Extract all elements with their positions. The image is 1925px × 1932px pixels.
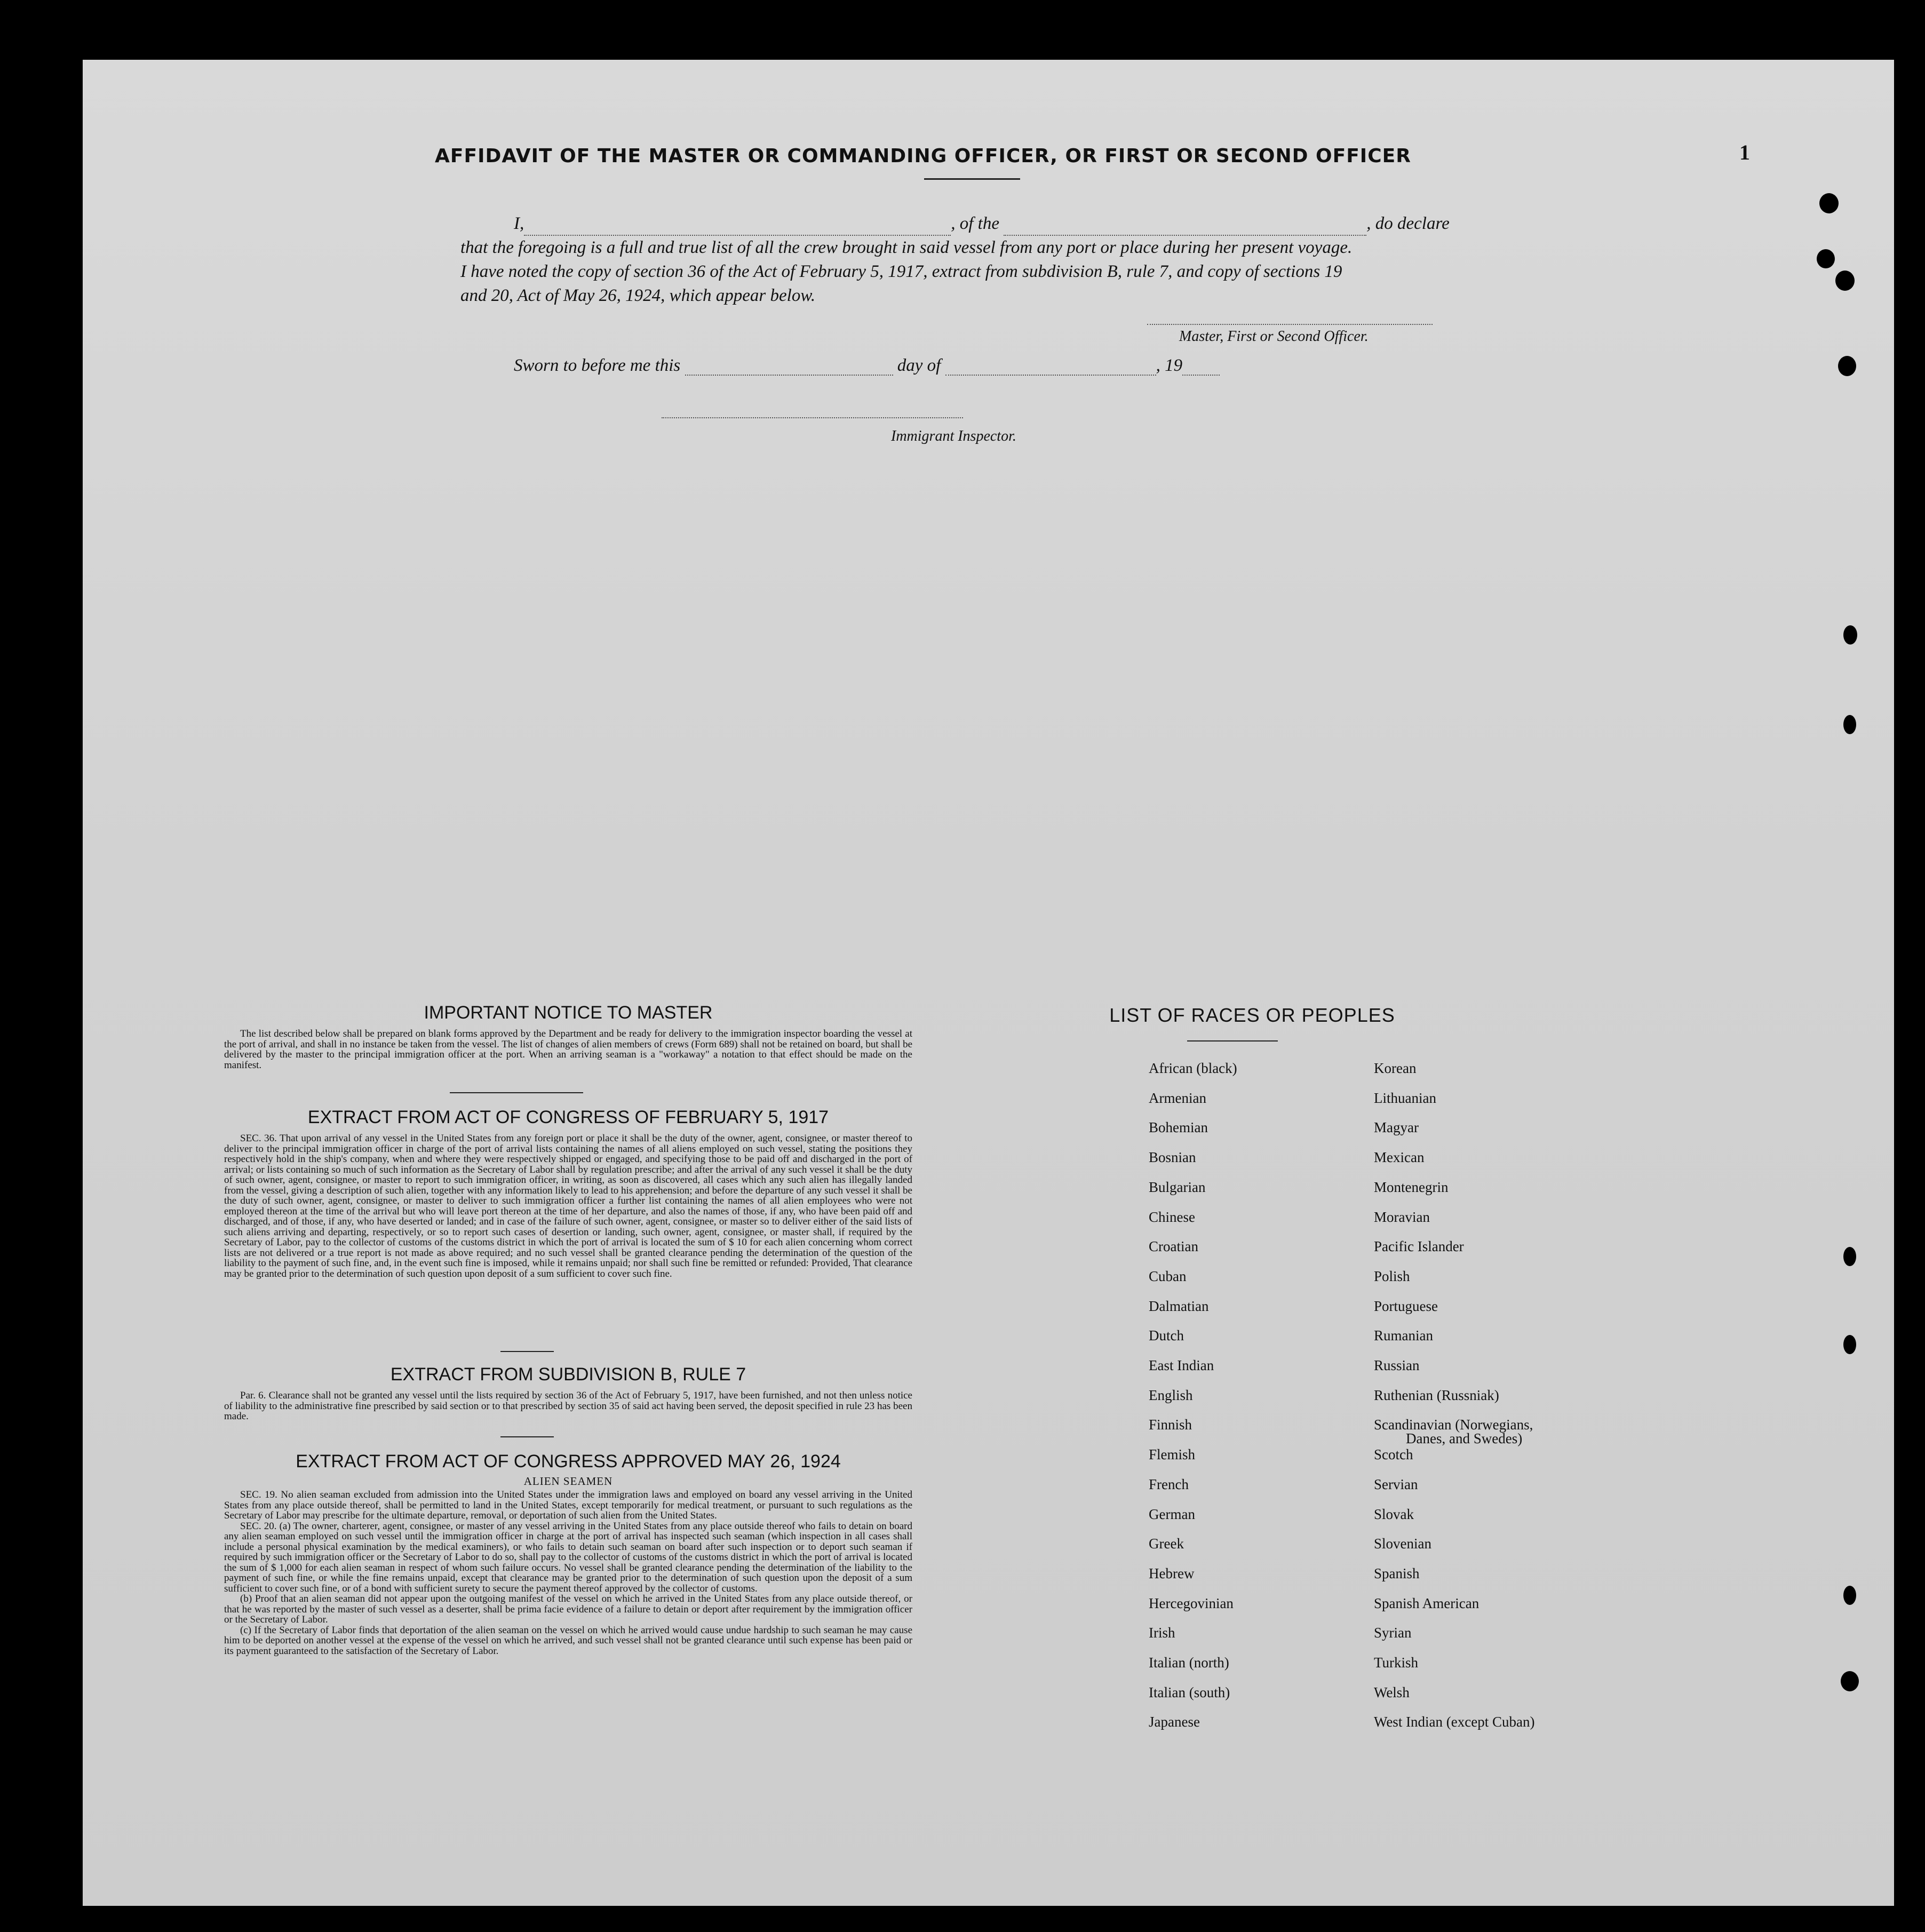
race-item: Moravian (1374, 1209, 1430, 1225)
extract3-text (224, 1490, 912, 1656)
extract3-title: EXTRACT FROM ACT OF CONGRESS APPROVED MAY 26, 1924 (296, 1451, 841, 1472)
race-item: Slovenian (1374, 1536, 1431, 1552)
master-signature-line[interactable] (1147, 324, 1433, 325)
form-page (83, 60, 1894, 1906)
race-item: Ruthenian (Russniak) (1374, 1387, 1499, 1403)
race-item: Cuban (1149, 1268, 1187, 1284)
race-item: Armenian (1149, 1090, 1206, 1106)
punch-hole (1843, 1247, 1856, 1266)
of-the-label: , of the (951, 214, 999, 233)
race-item: Lithuanian (1374, 1090, 1436, 1106)
race-item: East Indian (1149, 1357, 1214, 1373)
race-item: Servian (1374, 1476, 1418, 1492)
master-label: Master, First or Second Officer. (1179, 328, 1369, 345)
race-item: Rumanian (1374, 1327, 1433, 1344)
race-item: Turkish (1374, 1655, 1419, 1671)
extract3-subtitle: ALIEN SEAMEN (523, 1475, 613, 1488)
race-item: Russian (1374, 1357, 1420, 1373)
i-label: I, (514, 214, 524, 233)
races-title: LIST OF RACES OR PEOPLES (1109, 1004, 1395, 1026)
race-item: Spanish American (1374, 1595, 1479, 1611)
punch-hole (1835, 271, 1855, 291)
race-item: Bulgarian (1149, 1179, 1206, 1195)
sec19-paragraph: SEC. 19. No alien seaman excluded from admission into the United States under the immigration laws and employed on board any vessel arriving in the United States from any place outside thereof, shall be permitted to land in the United States, except temporarily for medical treatment, or pursuant to such regulations as the Secretary of Labor may prescribe for the ultimate departure, removal, or deportation of such alien from the United States. (224, 1489, 912, 1521)
sworn-label: Sworn to before me this (514, 356, 681, 375)
race-item: Irish (1149, 1625, 1175, 1641)
race-item: Croatian (1149, 1238, 1198, 1255)
race-item: Portuguese (1374, 1298, 1438, 1314)
do-declare-label: , do declare (1366, 214, 1450, 233)
divider (500, 1436, 554, 1437)
extract2-text: Par. 6. Clearance shall not be granted any vessel until the lists required by section 36 of the Act of February 5, 1917, have been furnished, and not then unless notice of liability to the administrative fine prescribed by said section or to that prescribed by section 35 of said act having been served, the deposit specified in rule 23 has been made. (224, 1390, 912, 1422)
affidavit-title: AFFIDAVIT OF THE MASTER OR COMMANDING OFFICER, OR FIRST OR SECOND OFFICER (435, 145, 1411, 167)
race-item: Bohemian (1149, 1119, 1208, 1136)
race-item: Finnish (1149, 1417, 1192, 1433)
race-item: Welsh (1374, 1684, 1410, 1700)
race-item: Chinese (1149, 1209, 1195, 1225)
affidavit-line-4: and 20, Act of May 26, 1924, which appear below. (460, 286, 816, 305)
race-item: Polish (1374, 1268, 1410, 1284)
punch-hole (1843, 625, 1857, 645)
divider (500, 1351, 554, 1352)
race-item: Scotch (1374, 1446, 1413, 1463)
race-item: German (1149, 1506, 1195, 1522)
notice-title: IMPORTANT NOTICE TO MASTER (424, 1003, 713, 1023)
race-item: Magyar (1374, 1119, 1419, 1136)
race-item: English (1149, 1387, 1193, 1403)
race-item: African (black) (1149, 1060, 1237, 1076)
sec20a-paragraph: SEC. 20. (a) The owner, charterer, agent, consignee, or master of any vessel arriving in the United States from any place outside thereof who fails to detain on board any alien seaman employed on such vessel until the immigration officer in charge at the port of arrival has inspected such seaman (which inspection in all cases shall include a personal physical examination by the medical examiners), or who fails to detain such seaman on board after such inspection or to deport such seaman if required by such immigration officer or the Secretary of Labor to do so, shall pay to the collector of customs of the customs district in which the port of arrival is located the sum of $ 1,000 for each alien seaman in respect of whom such failure occurs. No vessel shall be granted clearance pending the determination of the liability to the payment of such fine, or while the fine remains unpaid, except that clearance may be granted prior to the determination of such question upon the deposit of a sum sufficient to cover such fine, or of a bond with sufficient surety to secure the payment thereof approved by the collector of customs. (224, 1520, 912, 1594)
race-item: Greek (1149, 1536, 1184, 1552)
race-item: Hercegovinian (1149, 1595, 1234, 1611)
day-of-label: day of (897, 356, 941, 375)
affidavit-line-3: I have noted the copy of section 36 of the Act of February 5, 1917, extract from subdivision B, rule 7, and copy of sections 19 (460, 262, 1342, 281)
race-item: Bosnian (1149, 1149, 1196, 1166)
sec20c-paragraph: (c) If the Secretary of Labor finds that deportation of the alien seaman on the vessel on which he arrived would cause undue hardship to such seaman he may cause him to be deported on another vessel at the expense of the vessel on which he arrived, and such vessel shall not be granted clearance until such expense has been paid or its payment guaranteed to the satisfaction of the Secretary of Labor. (224, 1624, 912, 1657)
extract2-title: EXTRACT FROM SUBDIVISION B, RULE 7 (390, 1364, 746, 1385)
year-blank[interactable] (1182, 359, 1220, 376)
affidavit-line-2: that the foregoing is a full and true list of all the crew brought in said vessel from any port or place during her present voyage. (460, 238, 1353, 257)
title-rule (924, 178, 1020, 180)
race-item: Flemish (1149, 1446, 1196, 1463)
punch-hole (1819, 193, 1839, 213)
affidavit-body (460, 212, 1557, 308)
vessel-blank[interactable] (1004, 219, 1366, 236)
race-item: Slovak (1374, 1506, 1414, 1522)
race-item: Danes, and Swedes) (1406, 1430, 1523, 1447)
punch-hole (1838, 356, 1856, 376)
race-item: Scandinavian (Norwegians, (1374, 1417, 1533, 1433)
punch-hole (1843, 1586, 1856, 1605)
extract1-text: SEC. 36. That upon arrival of any vessel in the United States from any foreign port or place it shall be the duty of the owner, agent, consignee, or master thereof to deliver to the principal immigration officer in charge of the port of arrival lists containing the names of all aliens employed on such vessel, stating the positions they respectively hold in the ship's company, when and where they were respectively shipped or engaged, and specifying those to be paid off and discharged in the port of arrival; or lists containing so much of such information as the Secretary of Labor shall by regulation prescribe; and after the arrival of any such vessel it shall be the duty of such owner, agent, consignee, or master to report to such immigration officer, in writing, as soon as discovered, all cases which any such alien has illegally landed from the vessel, giving a description of such alien, together with any information likely to lead to his apprehension; and before the departure of any such vessel it shall be the duty of such owner, agent, consignee, or master to deliver to such immigration officer a further list containing the names of all alien employees who were not employed thereon at the time of the arrival but who will leave port thereon at the time of her departure, and also the names of those, if any, who have been paid off and discharged, and of those, if any, who have deserted or landed; and in case of the failure of such owner, agent, consignee, or master so to deliver either of the said lists of such aliens arriving and departing, respectively, or so to report such cases of desertion or landing, such owner, agent, consignee, or master shall, if required by the Secretary of Labor, pay to the collector of customs of the customs district in which the port of arrival is located the sum of $ 10 for each alien concerning whom correct lists are not delivered or a true report is not made as above required; and no such vessel shall be granted clearance pending the determination of the question of the liability to the payment of such fine, and, in the event such fine is imposed, while it remains unpaid; nor shall such fine be remitted or refunded: Provided, That clearance may be granted prior to the determination of such question upon deposit of a sum sufficient to cover such fine. (224, 1133, 912, 1279)
race-item: Japanese (1149, 1714, 1200, 1730)
punch-hole (1843, 715, 1856, 734)
race-item: Italian (south) (1149, 1684, 1230, 1700)
inspector-signature-line[interactable] (662, 417, 963, 418)
race-item: Dalmatian (1149, 1298, 1209, 1314)
name-blank[interactable] (524, 219, 951, 236)
race-item: West Indian (except Cuban) (1374, 1714, 1535, 1730)
notice-text: The list described below shall be prepared on blank forms approved by the Department and be ready for delivery to the immigration inspector boarding the vessel at the port of arrival, and shall in no instance be taken from the vessel. The list of changes of alien members of crews (Form 689) shall not be retained on board, but shall be delivered by the master to the principal immigration officer at the port. When an arriving seaman is a "workaway" a notation to that effect should be made on the manifest. (224, 1028, 912, 1071)
extract1-title: EXTRACT FROM ACT OF CONGRESS OF FEBRUARY 5, 1917 (307, 1107, 829, 1127)
day-blank[interactable] (685, 359, 893, 376)
sec20b-paragraph: (b) Proof that an alien seaman did not appear upon the outgoing manifest of the vessel on which he arrived in the United States from any place outside thereof, or that he was reported by the master of such vessel as a deserter, shall be prima facie evidence of a failure to detain or deport after requirement by the immigration officer or the Secretary of Labor. (224, 1593, 912, 1625)
race-item: Spanish (1374, 1565, 1420, 1581)
month-blank[interactable] (945, 359, 1156, 376)
punch-hole (1817, 249, 1835, 268)
race-item: French (1149, 1476, 1189, 1492)
punch-hole (1841, 1671, 1859, 1691)
race-item: Dutch (1149, 1327, 1184, 1344)
race-item: Mexican (1374, 1149, 1425, 1166)
races-rule (1187, 1040, 1278, 1041)
inspector-label: Immigrant Inspector. (891, 428, 1016, 444)
page-number: 1 (1739, 140, 1750, 164)
year-label: , 19 (1156, 356, 1183, 375)
race-item: Montenegrin (1374, 1179, 1449, 1195)
race-item: Hebrew (1149, 1565, 1195, 1581)
punch-hole (1843, 1335, 1856, 1354)
race-item: Korean (1374, 1060, 1417, 1076)
sworn-line (514, 356, 1220, 376)
divider (450, 1092, 583, 1093)
race-item: Syrian (1374, 1625, 1412, 1641)
race-item: Italian (north) (1149, 1655, 1229, 1671)
race-item: Pacific Islander (1374, 1238, 1464, 1255)
